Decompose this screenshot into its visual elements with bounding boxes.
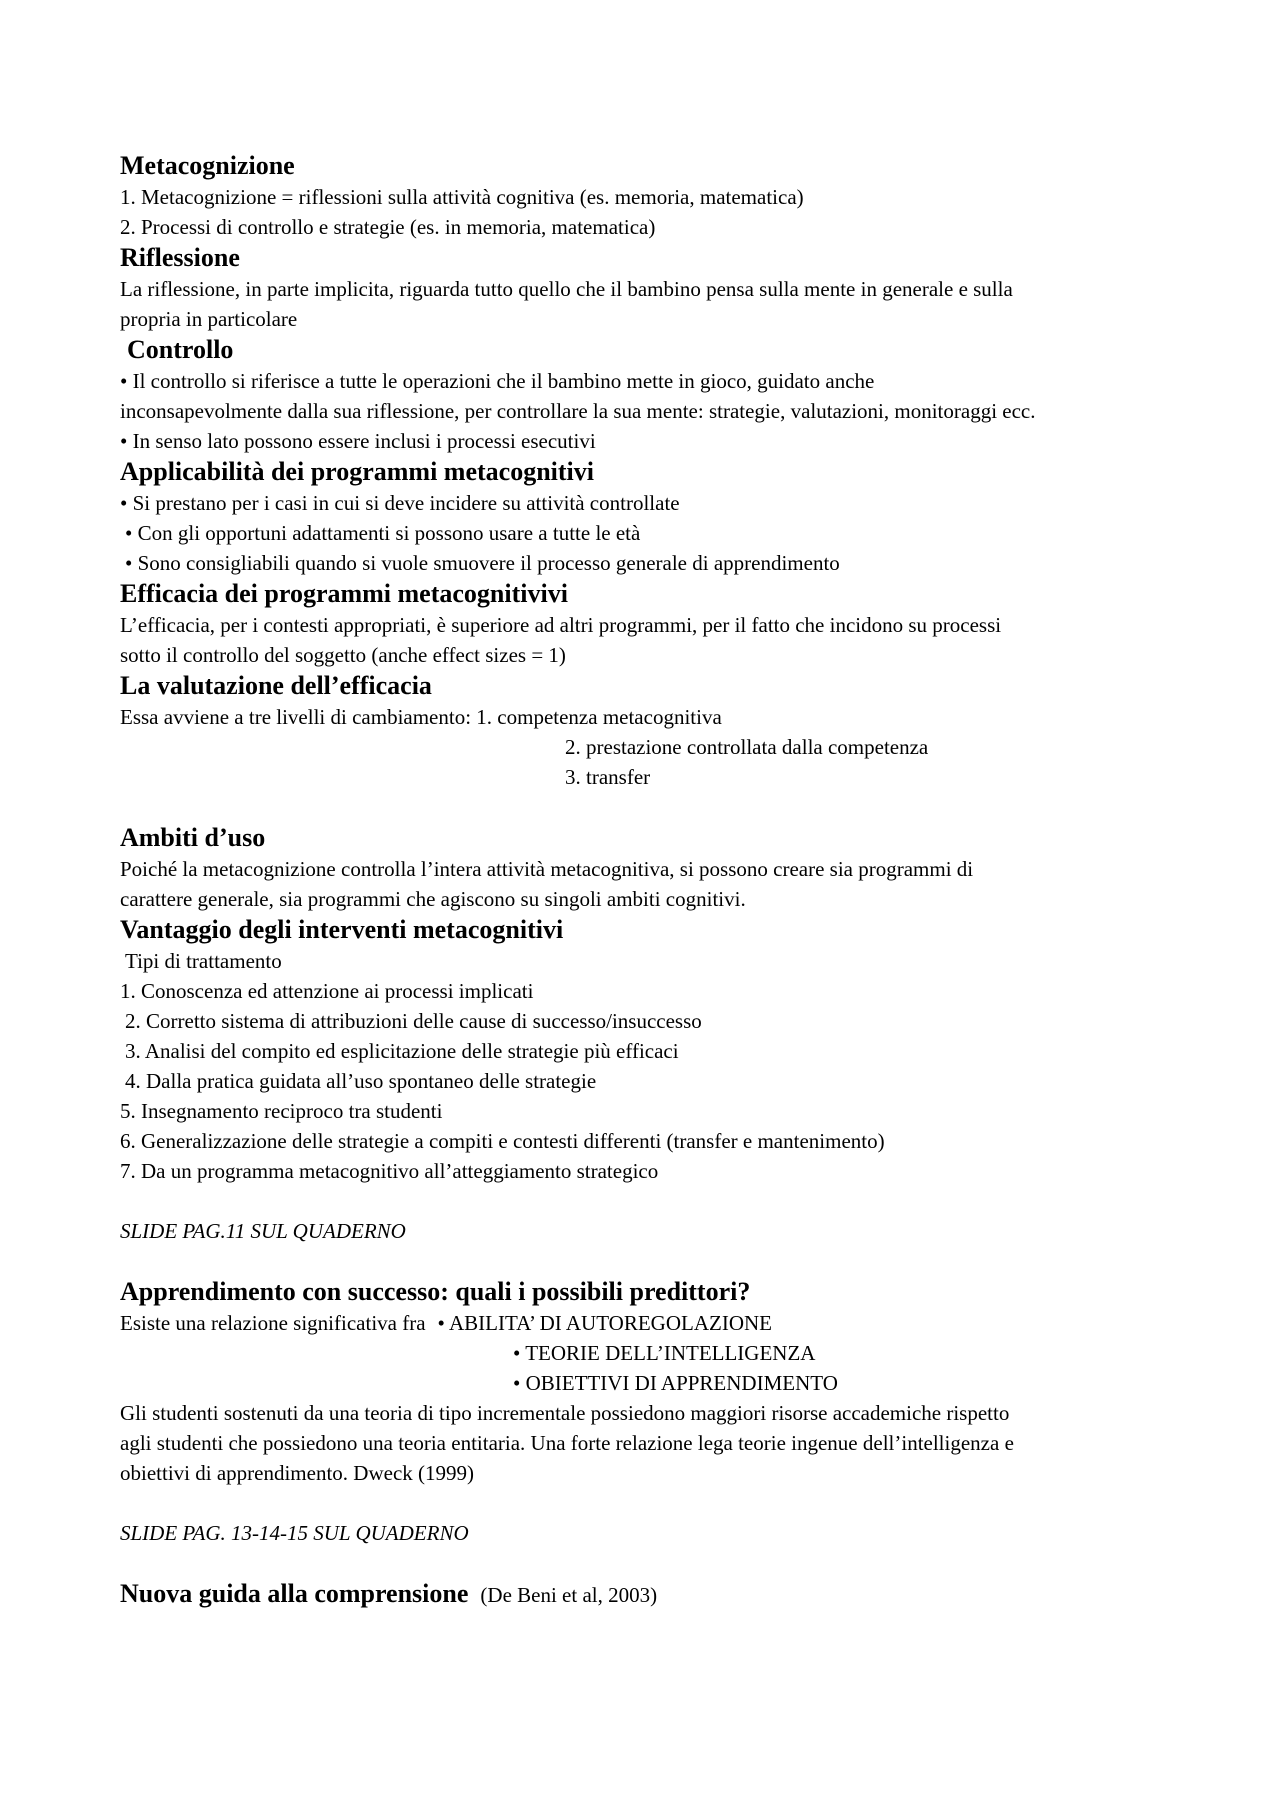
spacer xyxy=(120,1186,1160,1216)
apprendimento-item-2: • TEORIE DELL’INTELLIGENZA xyxy=(513,1341,816,1365)
heading-metacognizione: Metacognizione xyxy=(120,151,295,180)
heading-efficacia: Efficacia dei programmi metacognitivivi xyxy=(120,579,568,608)
vantaggio-item-7: 7. Da un programma metacognitivo all’atteggiamento strategico xyxy=(120,1159,659,1183)
apprendimento-intro: Esiste una relazione significativa fra xyxy=(120,1311,426,1335)
vantaggio-item-1: 1. Conoscenza ed attenzione ai processi implicati xyxy=(120,979,534,1003)
vantaggio-item-3: 3. Analisi del compito ed esplicitazione delle strategie più efficaci xyxy=(125,1039,679,1063)
spacer xyxy=(120,1548,1160,1578)
vantaggio-subtitle: Tipi di trattamento xyxy=(125,949,282,973)
applicabilita-line-1: • Si prestano per i casi in cui si deve incidere su attività controllate xyxy=(120,491,680,515)
ambiti-line-1: Poiché la metacognizione controlla l’intera attività metacognitiva, si possono creare sia programmi di xyxy=(120,857,974,881)
riflessione-line-2: propria in particolare xyxy=(120,307,298,331)
apprendimento-item-1: • ABILITA’ DI AUTOREGOLAZIONE xyxy=(437,1311,772,1335)
heading-riflessione: Riflessione xyxy=(120,243,240,272)
spacer xyxy=(120,1488,1160,1518)
apprendimento-line-1: Gli studenti sostenuti da una teoria di tipo incrementale possiedono maggiori risorse accademiche rispetto xyxy=(120,1401,1010,1425)
metacognizione-line-2: 2. Processi di controllo e strategie (es. in memoria, matematica) xyxy=(120,215,656,239)
valutazione-intro: Essa avviene a tre livelli di cambiamento: 1. competenza metacognitiva xyxy=(120,705,722,729)
controllo-line-2: inconsapevolmente dalla sua riflessione, per controllare la sua mente: strategie, valutazioni, monitoraggi ecc. xyxy=(120,399,1036,423)
vantaggio-item-6: 6. Generalizzazione delle strategie a compiti e contesti differenti (transfer e mantenimento) xyxy=(120,1129,885,1153)
slide-note-2: SLIDE PAG. 13-14-15 SUL QUADERNO xyxy=(120,1521,469,1545)
spacer xyxy=(120,792,1160,822)
applicabilita-line-2: • Con gli opportuni adattamenti si possono usare a tutte le età xyxy=(125,521,641,545)
riflessione-line-1: La riflessione, in parte implicita, riguarda tutto quello che il bambino pensa sulla mente in generale e sulla xyxy=(120,277,1013,301)
nuova-guida-citation: (De Beni et al, 2003) xyxy=(480,1583,658,1607)
apprendimento-relation-row xyxy=(120,1308,1160,1338)
vantaggio-item-5: 5. Insegnamento reciproco tra studenti xyxy=(120,1099,443,1123)
heading-applicabilita: Applicabilità dei programmi metacognitivi xyxy=(120,457,594,486)
heading-valutazione: La valutazione dell’efficacia xyxy=(120,671,432,700)
heading-controllo: Controllo xyxy=(127,335,234,364)
valutazione-item-3: 3. transfer xyxy=(565,765,651,789)
document-page xyxy=(120,150,1160,1610)
controllo-line-3: • In senso lato possono essere inclusi i processi esecutivi xyxy=(120,429,596,453)
slide-note-1: SLIDE PAG.11 SUL QUADERNO xyxy=(120,1219,406,1243)
apprendimento-line-2: agli studenti che possiedono una teoria entitaria. Una forte relazione lega teorie ingenue dell’intelligenza e xyxy=(120,1431,1014,1455)
applicabilita-line-3: • Sono consigliabili quando si vuole smuovere il processo generale di apprendimento xyxy=(125,551,840,575)
heading-apprendimento: Apprendimento con successo: quali i possibili predittori? xyxy=(120,1277,751,1306)
heading-ambiti: Ambiti d’uso xyxy=(120,823,266,852)
vantaggio-item-4: 4. Dalla pratica guidata all’uso spontaneo delle strategie xyxy=(125,1069,597,1093)
efficacia-line-2: sotto il controllo del soggetto (anche effect sizes = 1) xyxy=(120,643,566,667)
vantaggio-item-2: 2. Corretto sistema di attribuzioni delle cause di successo/insuccesso xyxy=(125,1009,702,1033)
ambiti-line-2: carattere generale, sia programmi che agiscono su singoli ambiti cognitivi. xyxy=(120,887,746,911)
spacer xyxy=(120,1246,1160,1276)
apprendimento-line-3: obiettivi di apprendimento. Dweck (1999) xyxy=(120,1461,474,1485)
controllo-line-1: • Il controllo si riferisce a tutte le operazioni che il bambino mette in gioco, guidato anche xyxy=(120,369,875,393)
apprendimento-item-3: • OBIETTIVI DI APPRENDIMENTO xyxy=(513,1371,838,1395)
heading-nuova-guida xyxy=(120,1578,1160,1610)
efficacia-line-1: L’efficacia, per i contesti appropriati, è superiore ad altri programmi, per il fatto che incidono su processi xyxy=(120,613,1002,637)
valutazione-item-2: 2. prestazione controllata dalla competenza xyxy=(565,735,929,759)
nuova-guida-title: Nuova guida alla comprensione xyxy=(120,1579,469,1608)
metacognizione-line-1: 1. Metacognizione = riflessioni sulla attività cognitiva (es. memoria, matematica) xyxy=(120,185,804,209)
heading-vantaggio: Vantaggio degli interventi metacognitivi xyxy=(120,915,564,944)
